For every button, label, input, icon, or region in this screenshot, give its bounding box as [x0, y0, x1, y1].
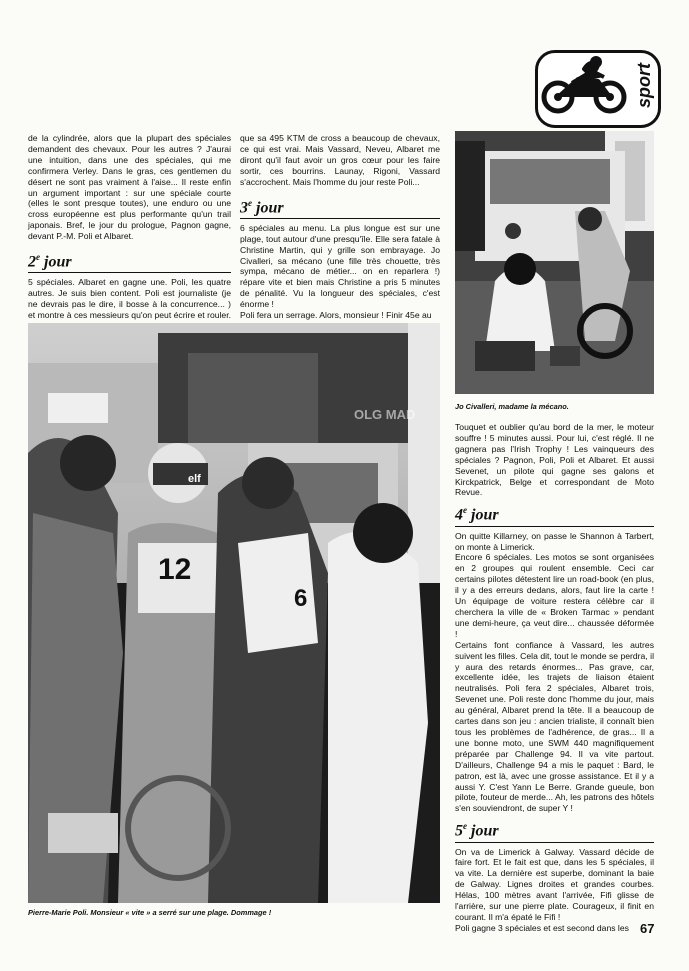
sport-logo-word: sport [634, 63, 654, 109]
col3-day4-paragraph-2: Encore 6 spéciales. Les motos se sont organisées en 2 groupes qui roulent ensemble. Ceci car certains pilotes détestent lire un road-book (en plus, il y a des erreurs dedans, alors, faut lire la carte ! Un équipage de voiture restera célèbre car il cherchera la ville de « Broken Tarmac » pendant une demi-heure, ça veut dire... chaussée déformée ! [455, 552, 654, 639]
heading-day-4: 4e jour [455, 501, 654, 526]
helmet-logo: elf [188, 473, 201, 485]
bib-number-12: 12 [158, 553, 192, 586]
page-number: 67 [640, 921, 655, 936]
sport-logo [535, 50, 661, 128]
photo-pierre-marie-poli [28, 323, 440, 903]
col1-day2-paragraph: 5 spéciales. Albaret en gagne une. Poli, les quatre autres. Je suis bien content. Poli est journaliste (je ne devrais pas le dire, il bosse à la concurrence... ) et montre à ces messieurs qu'on peut écrire et rouler. [28, 277, 231, 321]
heading-day-3: 3e jour [240, 194, 440, 219]
col3-day5-paragraph-2: Poli gagne 3 spéciales et est second dans les [455, 922, 629, 933]
col3-day4-paragraph-3: Certains font confiance à Vassard, les autres suivent les filles. Cela dit, tout le monde se perdra, il y aura des retards énormes... Pas grave, car, excellente idée, les trajets de liaison étaient neutralisés. Poli fera 2 spéciales, Albaret trois, Sevenet une. Poli reste donc l'homme du jour, mais au général, Albaret prend la tête. Il a beaucoup de cartes dans son jeu : ancien trialiste, il connaît bien tous les problèmes de l'adhérence, de gras... Il a une bonne moto, une SWM 440 magnifiquement préparée par Challenge 94. Il va vite partout. D'ailleurs, Challenge 94 a mis le paquet : Bard, le patron, est là, avec une grosse assistance. Et il y a aussi Y. C'est Yann Le Berre. Grande gueule, bon pilote, fouteur de merde... Ah, les patrons des hôtels s'en souviendront, de super Y ! [455, 639, 654, 814]
photo-jo-civalleri [455, 131, 654, 394]
heading-day-5: 5e jour [455, 817, 654, 842]
col2-day3-paragraph: 6 spéciales au menu. La plus longue est sur une plage, tout autour d'une presqu'île. Elle sera fatale à Christine Martin, qui y grille son embrayage. Jo Civalleri, sa mécano (une fille très chouette, très sympa, mécano de métier... on en reparlera !) répare vite et bien mais Christine a pris 5 minutes de pénalité. Vu la longueur des spéciales, c'est énorme ! [240, 222, 440, 310]
article-column-2 [240, 133, 440, 321]
bib-number-6: 6 [294, 585, 308, 612]
col1-intro-paragraph: de la cylindrée, alors que la plupart des spéciales demandent des chevaux. Pour les autres ? J'aurai une intuition, dans une des spéciales, qui me confirmera Verley. Dans le gras, ces gentlemen du désert ne sont pas vraiment à l'aise... Il reste enfin un argument important : sur une spéciale courte (elles le sont presque toutes), une enduro ou une cross européenne est plus performante qu'un trail japonais. Bref, le jour du prologue, Pagnon gagne, devant P.-M. Poli et Albaret. [28, 133, 231, 242]
col2-day3-paragraph-2: Poli fera un serrage. Alors, monsieur ! Finir 45e au [240, 310, 432, 321]
right-photo-caption: Jo Civalleri, madame la mécano. [455, 402, 569, 411]
article-column-3 [455, 422, 654, 934]
col3-intro-paragraph: Touquet et oublier qu'au bord de la mer, le moteur souffre ! 5 minutes aussi. Pour lui, c'est réglé. Il ne gagnera pas l'Irish Trophy ! Les vainqueurs des spéciales ? Pagnon, Poli, Poli et Albaret. Et aussi Sevenet, un pilote qui gagne ses galons et Kirckpatrick, Belge et correspondant de Moto Revue. [455, 422, 654, 498]
photo-watermark: OLG MAD [354, 407, 416, 422]
article-column-1 [28, 133, 231, 332]
col2-intro-paragraph: que sa 495 KTM de cross a beaucoup de chevaux, ce qui est vrai. Mais Vassard, Neveu, Albaret me diront qu'il faut avoir un gros cœur pour les faire sortir, ces bourrins. Launay, Rigoni, Vassard s'accrochent. Mais l'homme du jour reste Poli... [240, 133, 440, 187]
col3-day4-paragraph-1: On quitte Killarney, on passe le Shannon à Tarbert, on monte à Limerick. [455, 530, 654, 552]
heading-day-2: 2e jour [28, 248, 231, 273]
main-photo-caption: Pierre-Marie Poli. Monsieur « vite » a serré sur une plage. Dommage ! [28, 908, 272, 917]
col3-day5-paragraph-1: On va de Limerick à Galway. Vassard décide de faire fort. Et le fait est que, dans les 5 spéciales, il va vite. La dernière est superbe, dominant la baie de Galway. Lignes droites et grandes courbes. Hélas, 100 mètres avant l'arrivée, Fifi glisse de l'arrière, sur une pierre plate. Courageux, il finit en courant. Il m'a épaté le Fifi ! [455, 846, 654, 922]
photo-scene-right [455, 131, 654, 394]
